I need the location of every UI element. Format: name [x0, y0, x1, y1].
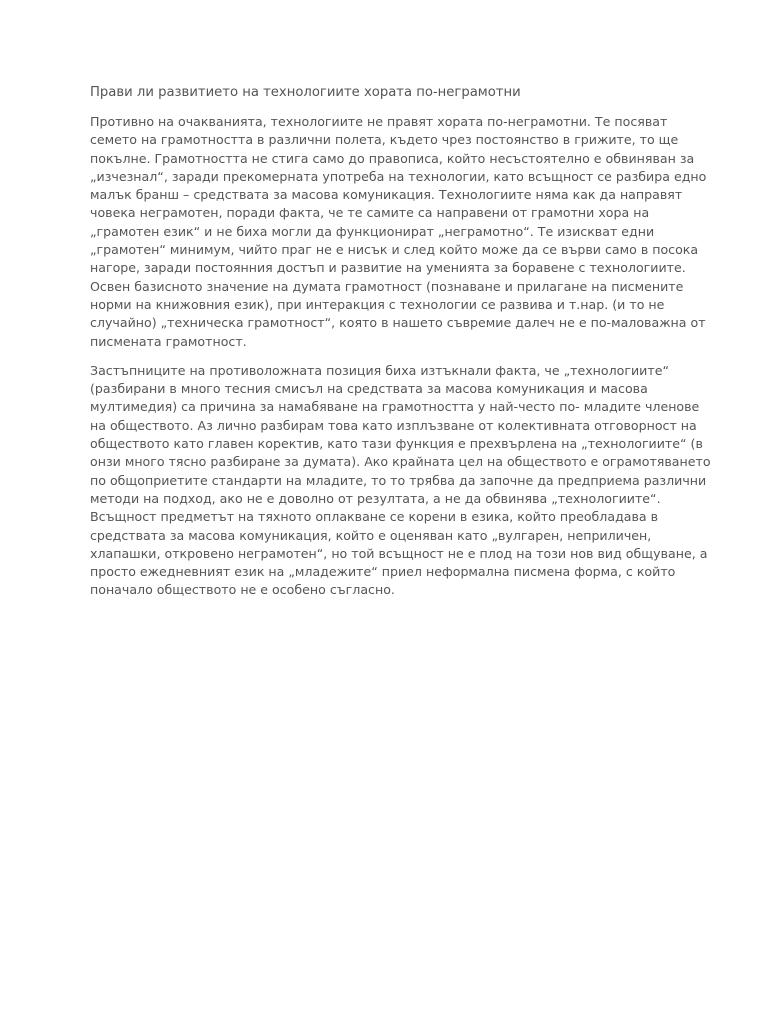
paragraph-1 — [90, 113, 730, 351]
paragraph-line: мултимедия) са причина за намабяване на грамотността у най-често по- младите членове — [90, 399, 700, 415]
document-title: Прави ли развитието на технологиите хората по-неграмотни — [90, 85, 521, 100]
document-page — [90, 84, 730, 611]
paragraph-line: норми на книжовния език), при интеракция с технологии се развива и т.нар. (и то не — [90, 296, 665, 312]
paragraph-line: случайно) „техническа грамотност“, която в нашето съвремие далеч не е по-маловажна от — [90, 315, 706, 331]
paragraph-line: Всъщност предметът на тяхното оплакване се корени в езика, който преобладава в — [90, 509, 659, 525]
paragraph-line: „грамотен“ минимум, чийто праг не е нисък и след който може да се върви само в посока — [90, 242, 699, 258]
paragraph-line: покълне. Грамотността не стига само до правописа, който несъстоятелно е обвиняван за — [90, 150, 695, 166]
paragraph-line: обществото като главен коректив, като тази функция е прехвърлена на „технологиите“ (в — [90, 436, 703, 452]
paragraph-line: малък бранш – средствата за масова комуникация. Технологиите няма как да направят — [90, 187, 683, 203]
paragraph-line: Противно на очакванията, технологиите не правят хората по-неграмотни. Те посяват — [90, 114, 668, 129]
paragraph-line: хлапашки, откровено неграмотен“, но той всъщност не е плод на този нов вид общуване, а — [90, 545, 708, 561]
paragraph-line: онзи много тясно разбиране за думата). Ако крайната цел на обществото е ограмотяването — [90, 454, 711, 470]
paragraph-line: поначало обществото не е особено съгласно. — [90, 582, 395, 598]
paragraph-line: „изчезнал“, заради прекомерната употреба на технологии, като всъщност се разбира едно — [90, 168, 707, 184]
paragraph-line: семето на грамотността в различни полета, където чрез постоянство в грижите, то ще — [90, 132, 679, 148]
paragraph-line: на обществото. Аз лично разбирам това като изплъзване от колективната отговорност на — [90, 417, 697, 433]
paragraph-line: (разбирани в много тесния смисъл на средствата за масова комуникация и масова — [90, 381, 648, 397]
paragraph-line: по общоприетите стандарти на младите, то то трябва да започне да предприема различни — [90, 472, 707, 488]
paragraph-line: нагоре, заради постоянния достъп и развитие на уменията за боравене с технологиите. — [90, 260, 686, 276]
paragraph-line: средствата за масова комуникация, който е оценяван като „вулгарен, неприличен, — [90, 527, 652, 543]
paragraph-line: „грамотен език“ и не биха могли да функционират „неграмотно“. Те изискват едни — [90, 223, 655, 239]
paragraph-line: Освен базисното значение на думата грамотност (познаване и прилагане на писмените — [90, 278, 684, 294]
paragraph-line: просто ежедневният език на „младежите“ приел неформална писмена форма, с който — [90, 564, 676, 580]
paragraph-line: човека неграмотен, поради факта, че те самите са направени от грамотни хора на — [90, 205, 650, 221]
paragraph-line: методи на подход, ако не е доволно от резултата, а не да обвинява „технологиите“. — [90, 490, 661, 506]
paragraph-line: Застъпниците на противоложната позиция биха изтъкнали факта, че „технологиите“ — [90, 362, 669, 378]
paragraph-line: писмената грамотност. — [90, 333, 247, 349]
paragraph-2 — [90, 362, 730, 600]
